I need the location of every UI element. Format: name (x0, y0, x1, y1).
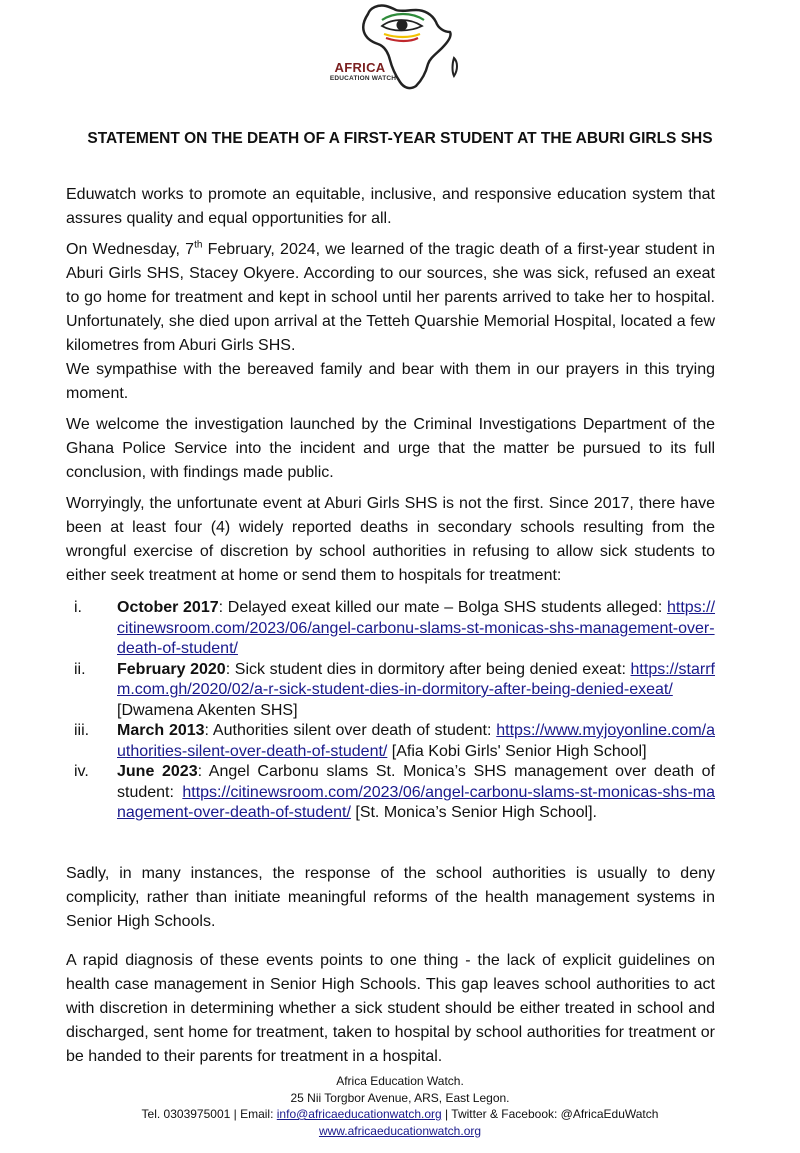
incident-link[interactable]: https://starrfm.com.gh/2020/02/a-r-sick-student-dies-in-dormitory-after-being-denied-exeat/ (117, 660, 715, 698)
incident-school: [Dwamena Akenten SHS] (117, 701, 298, 719)
footer-contacts (100, 1106, 700, 1123)
incident-paragraph (66, 238, 715, 358)
date-ordinal-suffix: th (194, 239, 203, 251)
incident-description: : Authorities silent over death of student: (204, 722, 497, 739)
footer-social: | Twitter & Facebook: @AfricaEduWatch (441, 1107, 659, 1121)
footer-org: Africa Education Watch. (336, 1074, 464, 1088)
incident-link[interactable]: https://www.myjoyonline.com/authorities-silent-over-death-of-student/ (117, 722, 715, 760)
incident-paragraph-start: On Wednesday, 7 (66, 241, 195, 258)
list-numeral: iii. (74, 722, 90, 739)
footer-email-link[interactable]: info@africaeducationwatch.org (276, 1107, 442, 1121)
incident-date: June 2023 (117, 763, 198, 780)
incident-date: March 2013 (117, 722, 205, 739)
list-numeral: iv. (74, 763, 89, 780)
list-item (66, 660, 715, 722)
mission-paragraph: Eduwatch works to promote an equitable, inclusive, and responsive education system that assures quality and equal opportunities for all. (66, 186, 715, 227)
history-paragraph: Worryingly, the unfortunate event at Aburi Girls SHS is not the first. Since 2017, there have been at least four (4) widely reported deaths in secondary schools resulting from the wrongful exercise of discretion by school authorities in refusing to allow sick students to either seek treatment at home or send them to hospitals for treatment: (66, 495, 715, 584)
response-paragraph: Sadly, in many instances, the response of the school authorities is usually to deny complicity, rather than initiate meaningful reforms of the health management systems in Senior High Schools. (66, 865, 715, 930)
africa-education-watch-logo (312, 2, 472, 92)
footer-address: 25 Nii Torgbor Avenue, ARS, East Legon. (290, 1090, 510, 1105)
incident-list (66, 598, 715, 824)
footer (100, 1073, 700, 1139)
incident-school: [St. Monica’s Senior High School]. (350, 804, 597, 821)
logo-name-education-watch: EDUCATION WATCH (329, 75, 397, 82)
incident-link[interactable]: https://citinewsroom.com/2023/06/angel-carbonu-slams-st-monicas-shs-management-over-death-of-student/ (117, 599, 716, 657)
logo-name-africa: AFRICA (334, 60, 386, 75)
incident-description: : Angel Carbonu slams St. Monica’s SHS management over death of student: (117, 763, 715, 801)
list-item (66, 721, 715, 762)
incident-date: October 2017 (117, 599, 219, 616)
incident-date: February 2020 (117, 660, 226, 678)
incident-description: : Sick student dies in dormitory after being denied exeat: (225, 660, 631, 678)
statement-title: STATEMENT ON THE DEATH OF A FIRST-YEAR STUDENT AT THE ABURI GIRLS SHS (87, 130, 713, 147)
incident-school: [Afia Kobi Girls' Senior High School] (387, 742, 647, 760)
sympathy-paragraph: We sympathise with the bereaved family and bear with them in our prayers in this trying moment. (66, 361, 715, 402)
investigation-paragraph: We welcome the investigation launched by the Criminal Investigations Department of the Ghana Police Service into the incident and urge that the matter be pursued to its full conclusion, with findings made public. (66, 416, 715, 481)
incident-description: : Delayed exeat killed our mate – Bolga SHS students alleged: (218, 599, 667, 616)
footer-tel: Tel. 0303975001 | Email: (141, 1107, 277, 1121)
list-numeral: i. (74, 599, 82, 616)
incident-link[interactable]: https://citinewsroom.com/2023/06/angel-carbonu-slams-st-monicas-shs-management-over-death-of-student/ (117, 783, 715, 821)
footer-website-link[interactable]: www.africaeducationwatch.org (318, 1123, 482, 1138)
list-item (66, 598, 715, 660)
incident-paragraph-rest: February, 2024, we learned of the tragic death of a first-year student in Aburi Girls SHS, Stacey Okyere. According to our sources, she was sick, refused an exeat to go home for treatment and kept in school until her parents arrived to take her to hospital. Unfortunately, she died upon arrival at the Tetteh Quarshie Memorial Hospital, located a few kilometres from Aburi Girls SHS. (66, 241, 716, 354)
list-item (66, 762, 715, 824)
list-numeral: ii. (74, 660, 86, 678)
diagnosis-paragraph: A rapid diagnosis of these events points to one thing - the lack of explicit guidelines on health case management in Senior High Schools. This gap leaves school authorities to act with discretion in determining whether a sick student should be either treated in school and discharged, sent home for treatment, taken to hospital by school authorities for treatment or be handed to their parents for treatment in a hospital. (66, 952, 715, 1065)
